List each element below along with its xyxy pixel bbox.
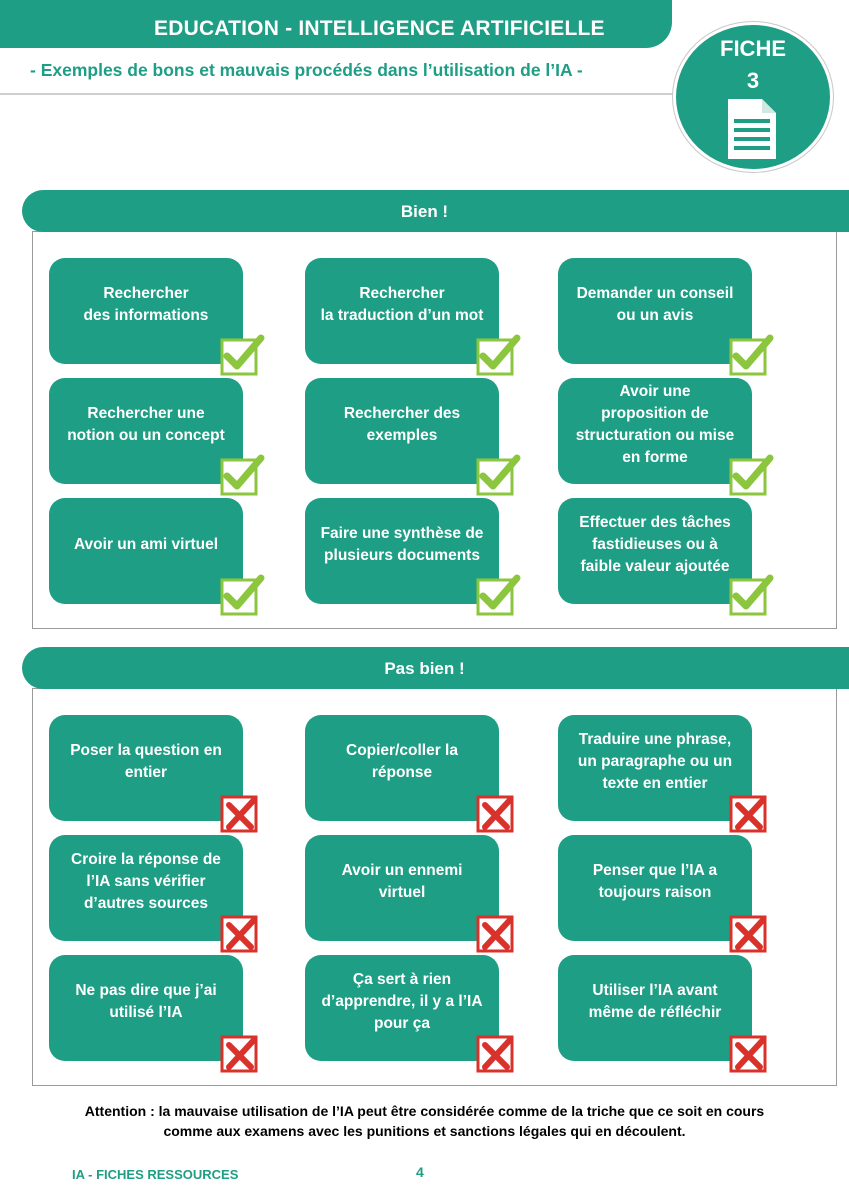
page-subtitle: - Exemples de bons et mauvais procédés dans l’utilisation de l’IA - [30,60,583,80]
good-card: Rechercher des informations [49,258,243,364]
green-checkmark-icon [475,574,521,618]
green-checkmark-icon [219,574,265,618]
document-icon [724,97,780,161]
green-checkmark-icon [475,334,521,378]
green-checkmark-icon [475,454,521,498]
header-divider [0,93,690,95]
fiche-number: 3 [746,68,760,93]
bad-card: Ça sert à rien d’apprendre, il y a l’IA pour ça [305,955,499,1061]
red-cross-icon [728,911,774,955]
red-cross-icon [219,911,265,955]
bad-card: Avoir un ennemi virtuel [305,835,499,941]
red-cross-icon [219,791,265,835]
red-cross-icon [219,1031,265,1075]
good-card: Rechercher la traduction d’un mot [305,258,499,364]
red-cross-icon [728,1031,774,1075]
red-cross-icon [475,1031,521,1075]
good-card: Faire une synthèse de plusieurs documents [305,498,499,604]
red-cross-icon [728,791,774,835]
bad-card: Ne pas dire que j’ai utilisé l’IA [49,955,243,1061]
good-card: Effectuer des tâches fastidieuses ou à faible valeur ajoutée [558,498,752,604]
bad-card: Utiliser l’IA avant même de réfléchir [558,955,752,1061]
page-title: EDUCATION - INTELLIGENCE ARTIFICIELLE [154,17,605,40]
warning-note: Attention : la mauvaise utilisation de l’IA peut être considérée comme de la triche que ce soit en cours comme aux examens avec les punitions et sanctions légales qui en découlent. [84,1103,765,1139]
bad-card: Penser que l’IA a toujours raison [558,835,752,941]
good-card: Demander un conseil ou un avis [558,258,752,364]
good-card: Avoir un ami virtuel [49,498,243,604]
good-card: Avoir une proposition de structuration ou mise en forme [558,378,752,484]
bad-section-title: Pas bien ! [384,659,465,678]
green-checkmark-icon [219,454,265,498]
bad-card: Poser la question en entier [49,715,243,821]
green-checkmark-icon [728,454,774,498]
good-card: Rechercher une notion ou un concept [49,378,243,484]
bad-card: Copier/coller la réponse [305,715,499,821]
fiche-label: FICHE [720,36,786,61]
green-checkmark-icon [728,574,774,618]
good-card: Rechercher des exemples [305,378,499,484]
bad-card: Traduire une phrase, un paragraphe ou un texte en entier [558,715,752,821]
footer-label: IA - FICHES RESSOURCES [72,1167,239,1182]
red-cross-icon [475,911,521,955]
page-number: 4 [416,1164,424,1180]
good-section-title: Bien ! [400,202,449,221]
green-checkmark-icon [219,334,265,378]
red-cross-icon [475,791,521,835]
bad-card: Croire la réponse de l’IA sans vérifier d’autres sources [49,835,243,941]
green-checkmark-icon [728,334,774,378]
